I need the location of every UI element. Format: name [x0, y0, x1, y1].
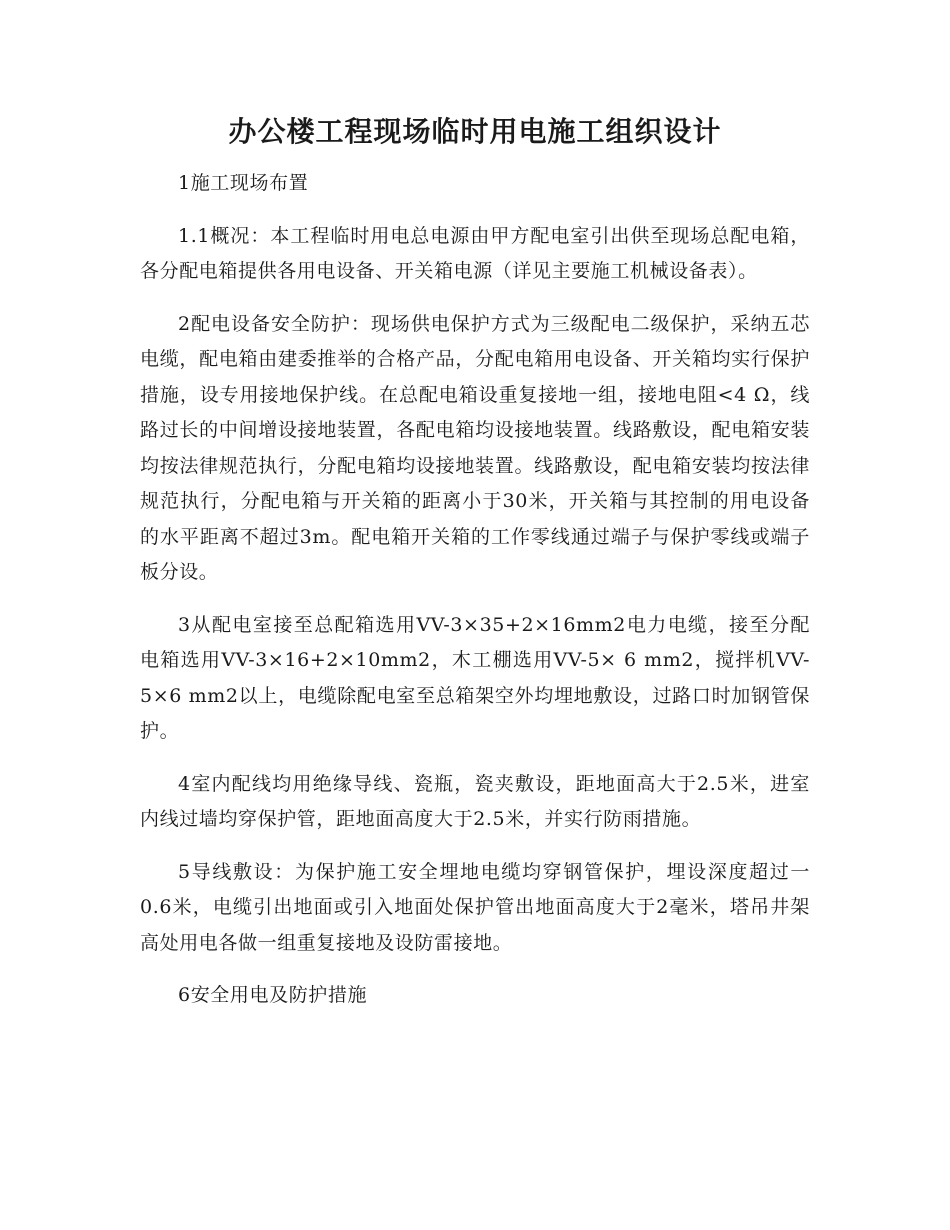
document-title: 办公楼工程现场临时用电施工组织设计	[228, 115, 722, 148]
section-heading-site-layout: 1施工现场布置	[178, 172, 309, 194]
paragraph-cable-selection: 3从配电室接至总配箱选用VV-3×35+2×16mm2电力电缆，接至分配电箱选用VV-3×16+2×10mm2，木工棚选用VV-5× 6 mm2，搅拌机VV-5×6 mm2以上，电缆除配电室至总箱架空外均埋地敷设，过路口时加钢管保护。	[140, 613, 810, 742]
paragraph-indoor-wiring: 4室内配线均用绝缘导线、瓷瓶，瓷夹敷设，距地面高大于2.5米，进室内线过墙均穿保护管，距地面高度大于2.5米，并实行防雨措施。	[140, 772, 810, 830]
section-heading-safety-measures: 6安全用电及防护措施	[178, 984, 368, 1006]
document-body	[140, 166, 810, 1031]
paragraph-cable-laying: 5导线敷设：为保护施工安全埋地电缆均穿钢管保护，埋设深度超过一0.6米，电缆引出地面或引入地面处保护管出地面高度大于2毫米，塔吊井架高处用电各做一组重复接地及设防雷接地。	[140, 860, 810, 954]
paragraph-overview: 1.1概况：本工程临时用电总电源由甲方配电室引出供至现场总配电箱，各分配电箱提供各用电设备、开关箱电源（详见主要施工机械设备表）。	[140, 224, 810, 282]
paragraph-distribution-safety: 2配电设备安全防护：现场供电保护方式为三级配电二级保护，采纳五芯电缆，配电箱由建委推举的合格产品，分配电箱用电设备、开关箱均实行保护措施，设专用接地保护线。在总配电箱设重复接地一组，接地电阻<4 Ω，线路过长的中间增设接地装置，各配电箱均设接地装置。线路敷设，配电箱安装均按法律规范执行，分配电箱均设接地装置。线路敷设，配电箱安装均按法律规范执行，分配电箱与开关箱的距离小于30米，开关箱与其控制的用电设备的水平距离不超过3m。配电箱开关箱的工作零线通过端子与保护零线或端子板分设。	[140, 312, 810, 583]
